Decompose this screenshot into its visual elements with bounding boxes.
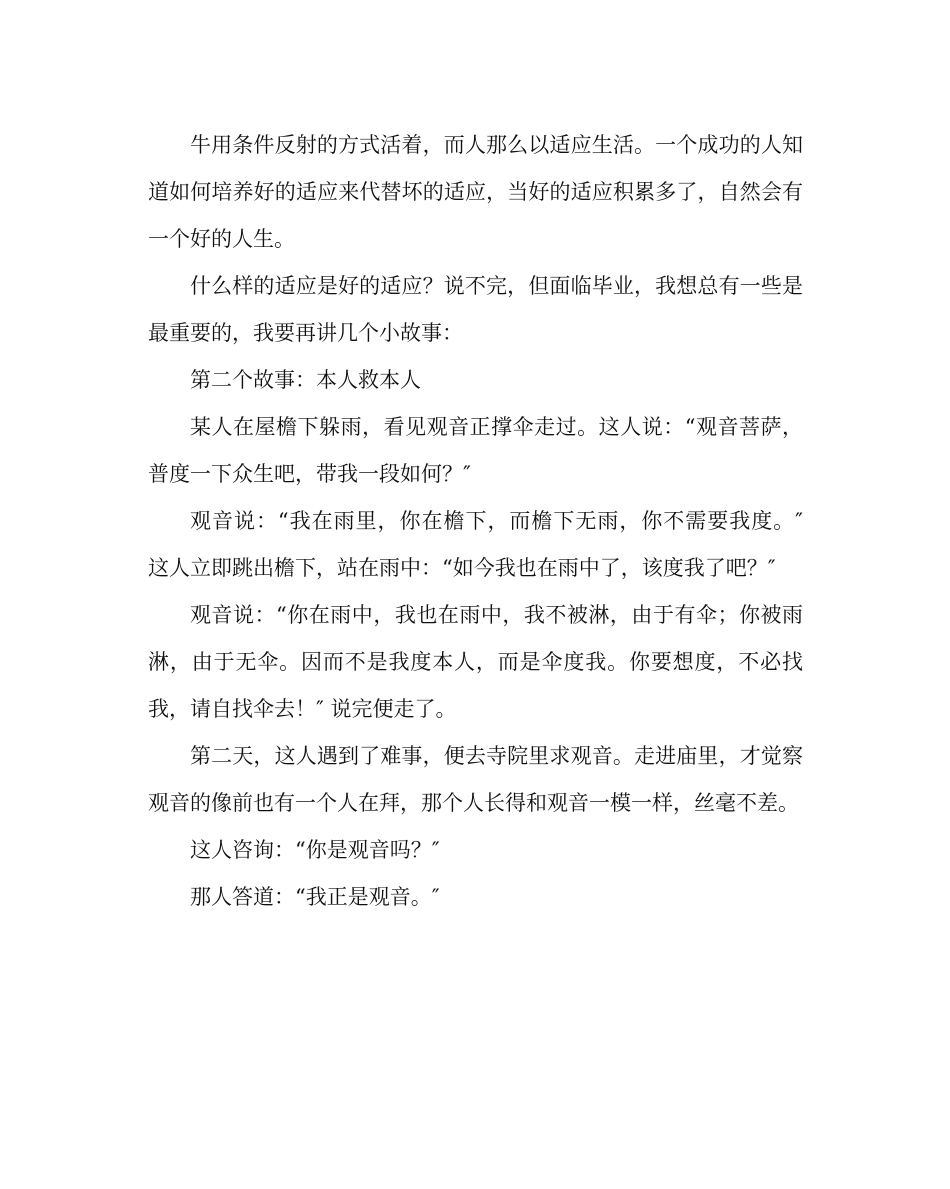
paragraph-4: 某人在屋檐下躲雨，看见观音正撑伞走过。这人说：“观音菩萨，普度一下众生吧，带我一段如何？″: [148, 415, 803, 486]
paragraph-8: 这人咨询：“你是观音吗？″: [190, 838, 440, 862]
paragraph-5: 观音说：“我在雨里，你在檐下，而檐下无雨，你不需要我度。″ 这人立即跳出檐下，站在雨中：“如今我也在雨中了，该度我了吧？″: [148, 509, 803, 580]
document-body: [148, 122, 803, 921]
paragraph-9: 那人答道：“我正是观音。″: [190, 885, 440, 909]
paragraph-1: 牛用条件反射的方式活着，而人那么以适应生活。一个成功的人知道如何培养好的适应来代替坏的适应，当好的适应积累多了，自然会有一个好的人生。: [148, 133, 803, 251]
paragraph-2: 什么样的适应是好的适应？说不完，但面临毕业，我想总有一些是最重要的，我要再讲几个小故事：: [148, 274, 803, 345]
paragraph-6: 观音说：“你在雨中，我也在雨中，我不被淋，由于有伞；你被雨淋，由于无伞。因而不是我度本人，而是伞度我。你要想度，不必找我，请自找伞去！″ 说完便走了。: [148, 603, 803, 721]
paragraph-7: 第二天，这人遇到了难事，便去寺院里求观音。走进庙里，才觉察观音的像前也有一个人在拜，那个人长得和观音一模一样，丝毫不差。: [148, 744, 803, 815]
paragraph-3-story-title: 第二个故事：本人救本人: [190, 368, 421, 392]
